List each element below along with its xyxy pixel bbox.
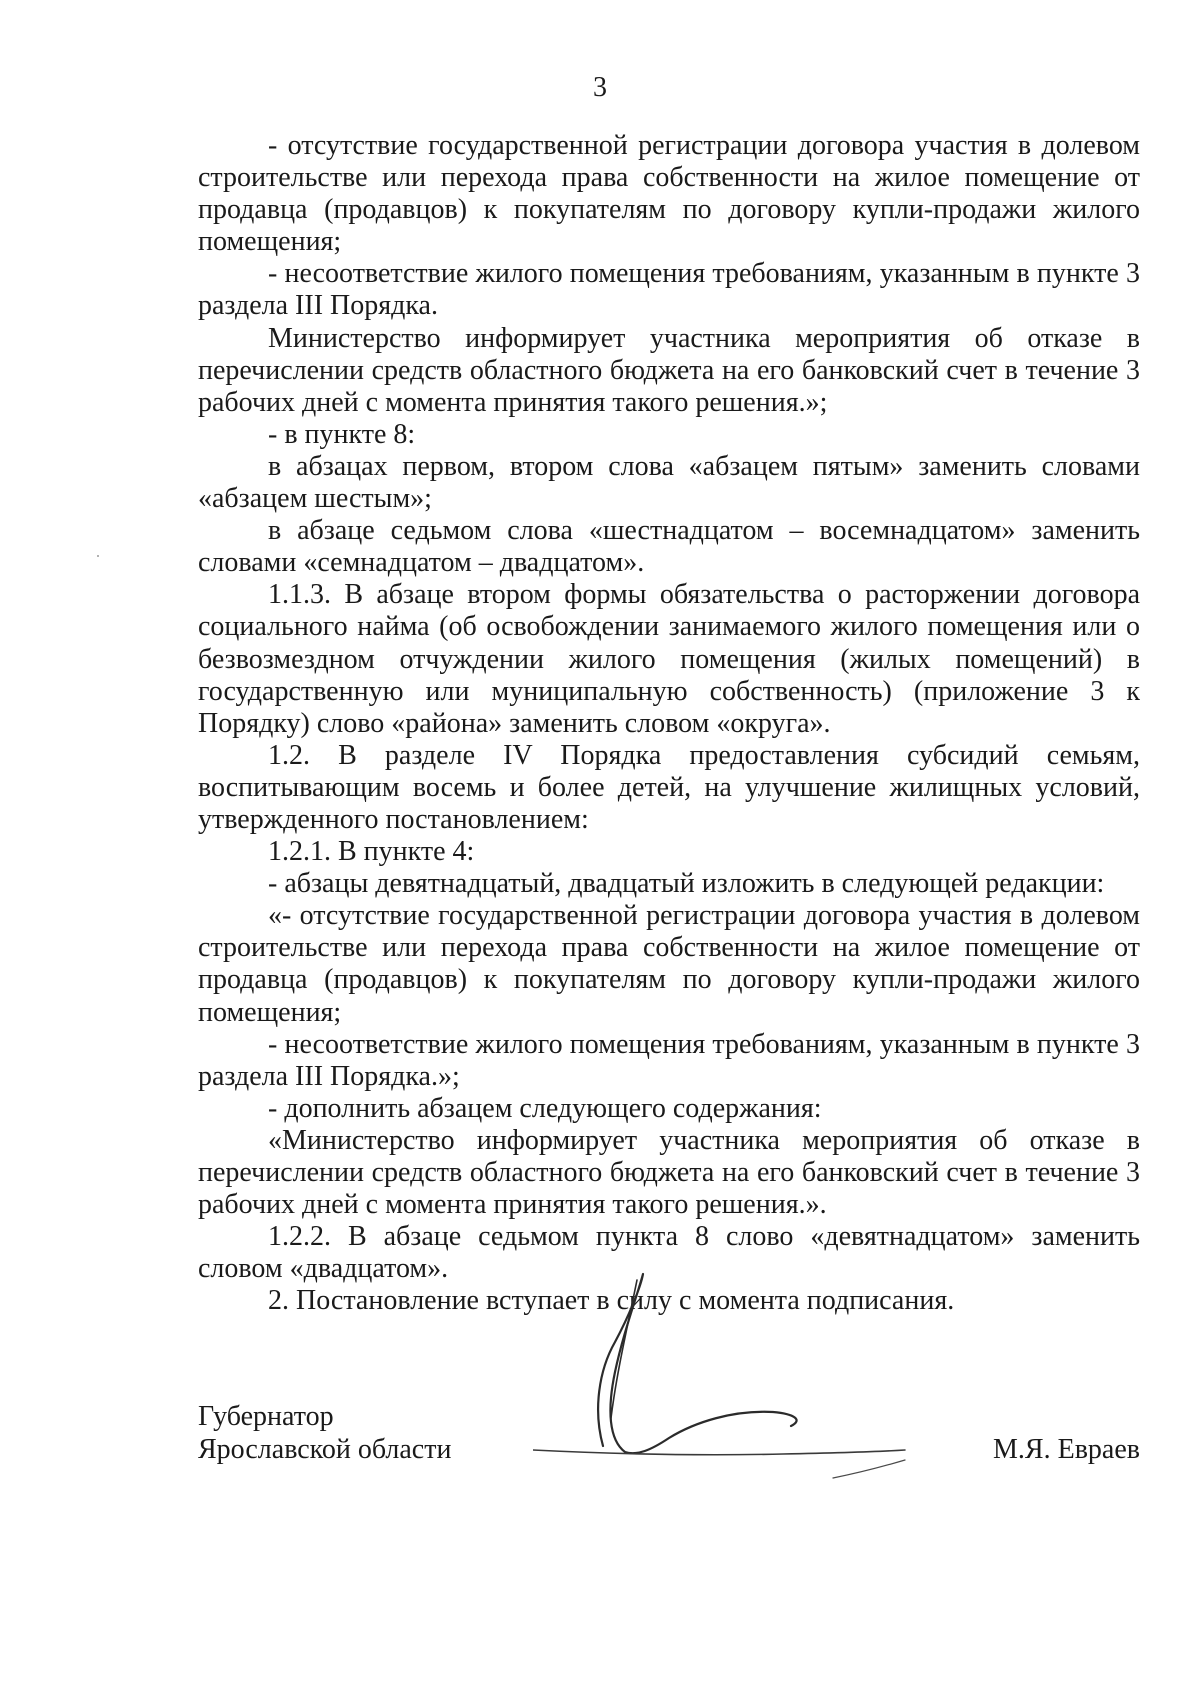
signer-name: М.Я. Евраев bbox=[993, 1434, 1140, 1465]
paragraph: в абзаце седьмом слова «шестнадцатом – восемнадцатом» заменить словами «семнадцатом – двадцатом». bbox=[198, 515, 1140, 579]
paragraph: «Министерство информирует участника мероприятия об отказе в перечислении средств областного бюджета на его банковский счет в течение 3 рабочих дней с момента принятия такого решения.». bbox=[198, 1124, 1140, 1221]
paragraph: 2. Постановление вступает в силу с момента подписания. bbox=[268, 1285, 955, 1317]
document-body bbox=[198, 130, 1140, 1317]
paragraph: - отсутствие государственной регистрации договора участия в долевом строительстве или перехода права собственности на жилое помещение от продавца (продавцов) к покупателям по договору купли-продажи жилого помещения; bbox=[198, 130, 1140, 258]
page-number: 3 bbox=[593, 72, 607, 103]
paragraph: - в пункте 8: bbox=[268, 418, 416, 450]
handwritten-signature bbox=[533, 1250, 923, 1480]
paragraph: 1.2.2. В абзаце седьмом пункта 8 слово «девятнадцатом» заменить словом «двадцатом». bbox=[198, 1221, 1140, 1285]
paragraph: - дополнить абзацем следующего содержания: bbox=[268, 1092, 822, 1124]
paragraph: - несоответствие жилого помещения требованиям, указанным в пункте 3 раздела III Порядка. bbox=[198, 258, 1140, 322]
signer-position-line: Ярославской области bbox=[198, 1434, 452, 1465]
paragraph: в абзацах первом, втором слова «абзацем пятым» заменить словами «абзацем шестым»; bbox=[198, 450, 1140, 515]
paragraph: - несоответствие жилого помещения требованиям, указанным в пункте 3 раздела III Порядка.»; bbox=[198, 1028, 1140, 1092]
paragraph: Министерство информирует участника мероприятия об отказе в перечислении средств областного бюджета на его банковский счет в течение 3 рабочих дней с момента принятия такого решения.»; bbox=[198, 322, 1140, 418]
signer-position-line: Губернатор bbox=[198, 1401, 334, 1432]
paragraph: 1.2. В разделе IV Порядка предоставления субсидий семьям, воспитывающим восемь и более детей, на улучшение жилищных условий, утвержденного постановлением: bbox=[198, 739, 1140, 835]
paragraph: «- отсутствие государственной регистрации договора участия в долевом строительстве или перехода права собственности на жилое помещение от продавца (продавцов) к покупателям по договору купли-продажи жилого помещения; bbox=[198, 900, 1140, 1028]
signer-position bbox=[198, 1400, 451, 1466]
paragraph: 1.1.3. В абзаце втором формы обязательства о расторжении договора социального найма (об освобождении занимаемого жилого помещения или о безвозмездном отчуждении жилого помещения (жилых помещений) в государственную или муниципальную собственность) (приложение 3 к Порядку) слово «района» заменить словом «округа». bbox=[198, 579, 1140, 739]
paragraph: 1.2.1. В пункте 4: bbox=[268, 836, 475, 868]
signature-block bbox=[198, 1400, 1140, 1520]
signature-stroke bbox=[598, 1274, 796, 1453]
signature-stroke bbox=[533, 1450, 905, 1455]
scan-speck bbox=[97, 555, 99, 557]
signature-stroke bbox=[833, 1460, 905, 1478]
paragraph: - абзацы девятнадцатый, двадцатый изложить в следующей редакции: bbox=[268, 868, 1105, 900]
signature-stroke bbox=[611, 1280, 637, 1418]
